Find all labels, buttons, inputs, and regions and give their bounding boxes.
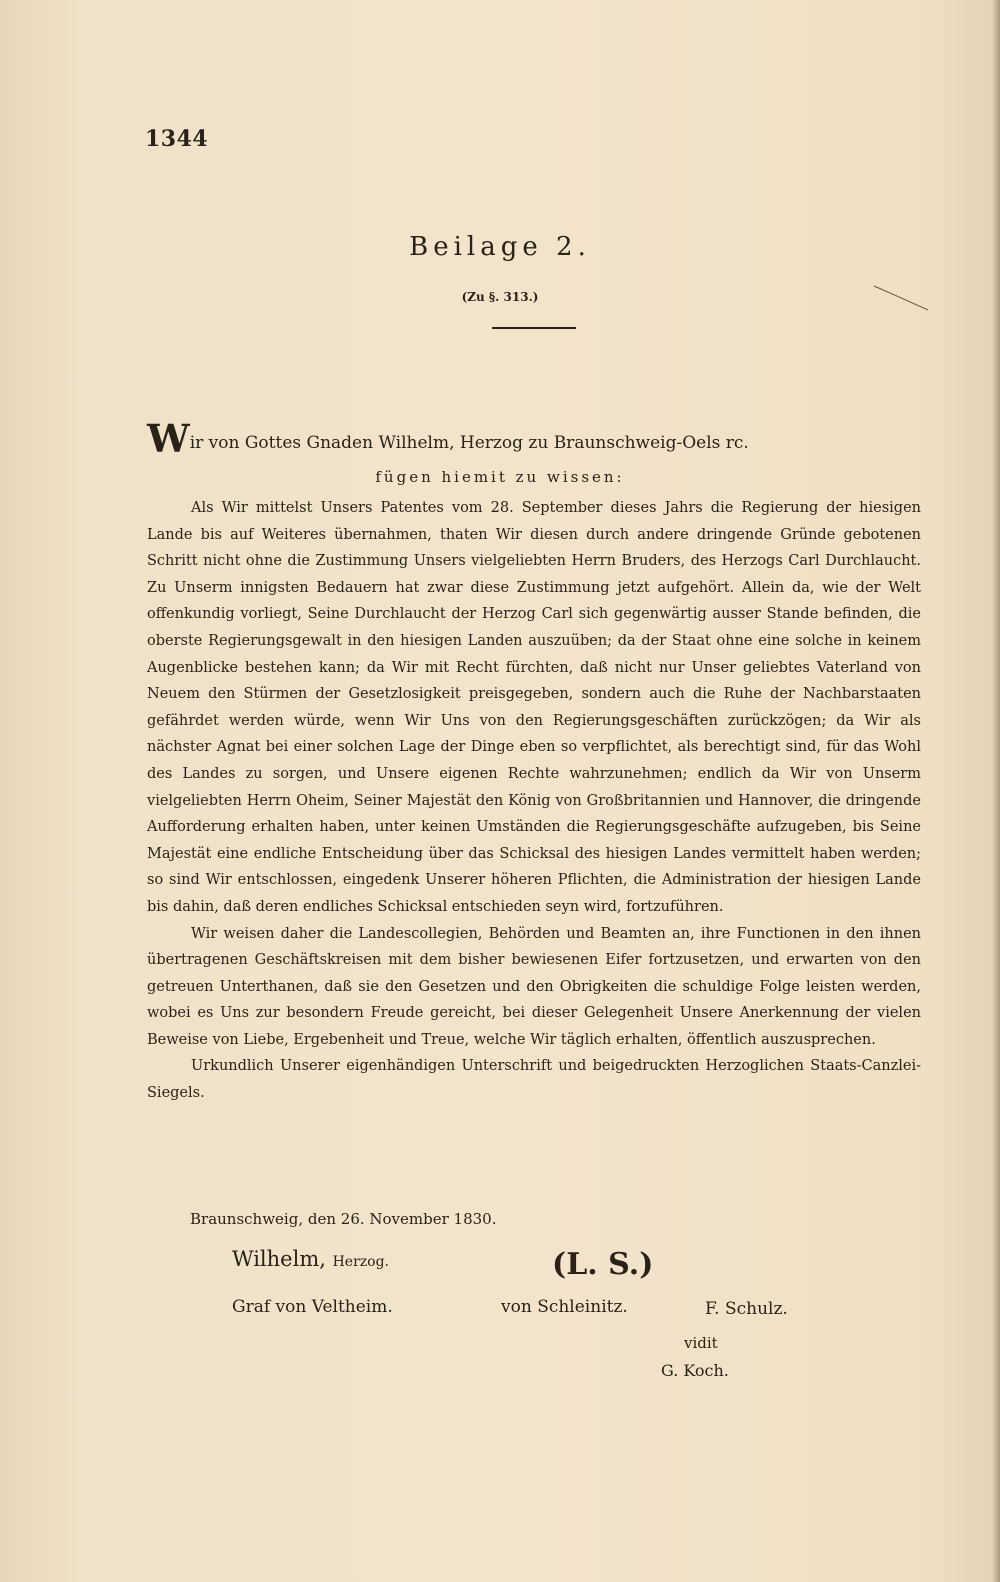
heading-rule [492,327,576,329]
section-reference: (Zu §. 313.) [461,290,539,304]
heading-beilage: Beilage 2. [409,232,591,262]
signature-schleinitz: von Schleinitz. [501,1297,628,1317]
vidit-note: vidit [684,1334,718,1352]
signature-schulz: F. Schulz. [705,1299,788,1319]
opening-line [147,416,749,461]
signature-wilhelm-name: Wilhelm, [232,1247,326,1271]
pencil-stroke-mark [872,282,932,312]
paragraph-1: Als Wir mittelst Unsers Patentes vom 28. September dieses Jahrs die Regierung der hiesigen Lande bis auf Weiteres übernahmen, thaten Wir diesen durch andere dringende Gründe gebotenen Schritt nicht ohne die Zustimmung Unsers vielgeliebten Herrn Bruders, des Herzogs Carl Durchlaucht. Zu Unserm innigsten Bedauern hat zwar diese Zustimmung jetzt aufgehört. Allein da, wie der Welt offenkundig vorliegt, Seine Durchlaucht der Herzog Carl sich gegenwärtig ausser Stande befinden, die oberste Regierungsgewalt in den hiesigen Landen auszuüben; da der Staat ohne eine solche in keinem Augenblicke bestehen kann; da Wir mit Recht fürchten, daß nicht nur Unser geliebtes Vaterland von Neuem den Stürmen der Gesetzlosigkeit preisgegeben, sondern auch die Ruhe der Nachbarstaaten gefährdet werden würde, wenn Wir Uns von den Regierungsgeschäften zurückzögen; da Wir als nächster Agnat bei einer solchen Lage der Dinge eben so verpflichtet, als berechtigt sind, für das Wohl des Landes zu sorgen, und Unsere eigenen Rechte wahrzunehmen; endlich da Wir von Unserm vielgeliebten Herrn Oheim, Seiner Majestät den König von Großbritannien und Hannover, die dringende Aufforderung erhalten haben, unter keinen Umständen die Regierungsgeschäfte aufzugeben, bis Seine Majestät eine endliche Entscheidung über das Schicksal des hiesigen Landes vermittelt haben werden; so sind Wir entschlossen, eingedenk Unserer höheren Pflichten, die Administration der hiesigen Lande bis dahin, daß deren endliches Schicksal entschieden seyn wird, fortzuführen. [147,500,921,915]
seal-mark: (L. S.) [552,1247,654,1282]
opening-text: ir von Gottes Gnaden Wilhelm, Herzog zu Braunschweig-Oels rc. [189,433,749,453]
paragraph-2: Wir weisen daher die Landescollegien, Behörden und Beamten an, ihre Functionen in den ihnen übertragenen Geschäftskreisen mit dem bisher bewiesenen Eifer fortzusetzen, und erwarten von den getreuen Unterthanen, daß sie den Gesetzen und den Obrigkeiten die schuldige Folge leisten werden, wobei es Uns zur besondern Freude gereicht, bei dieser Gelegenheit Unsere Anerkennung der vielen Beweise von Liebe, Ergebenheit und Treue, welche Wir täglich erhalten, öffentlich auszusprechen. [147,925,921,1048]
signature-wilhelm-title: Herzog. [332,1254,389,1270]
date-line: Braunschweig, den 26. November 1830. [190,1210,497,1228]
signature-veltheim: Graf von Veltheim. [232,1297,393,1317]
signature-koch: G. Koch. [661,1361,729,1380]
page-number: 1344 [145,126,209,152]
opening-initial: W [147,416,190,461]
proclamation-body [147,495,921,1107]
opening-subline: fügen hiemit zu wissen: [375,468,625,486]
signature-wilhelm [232,1247,389,1271]
paragraph-3: Urkundlich Unserer eigenhändigen Unterschrift und beigedruckten Herzoglichen Staats-Canzlei-Siegels. [147,1058,921,1102]
